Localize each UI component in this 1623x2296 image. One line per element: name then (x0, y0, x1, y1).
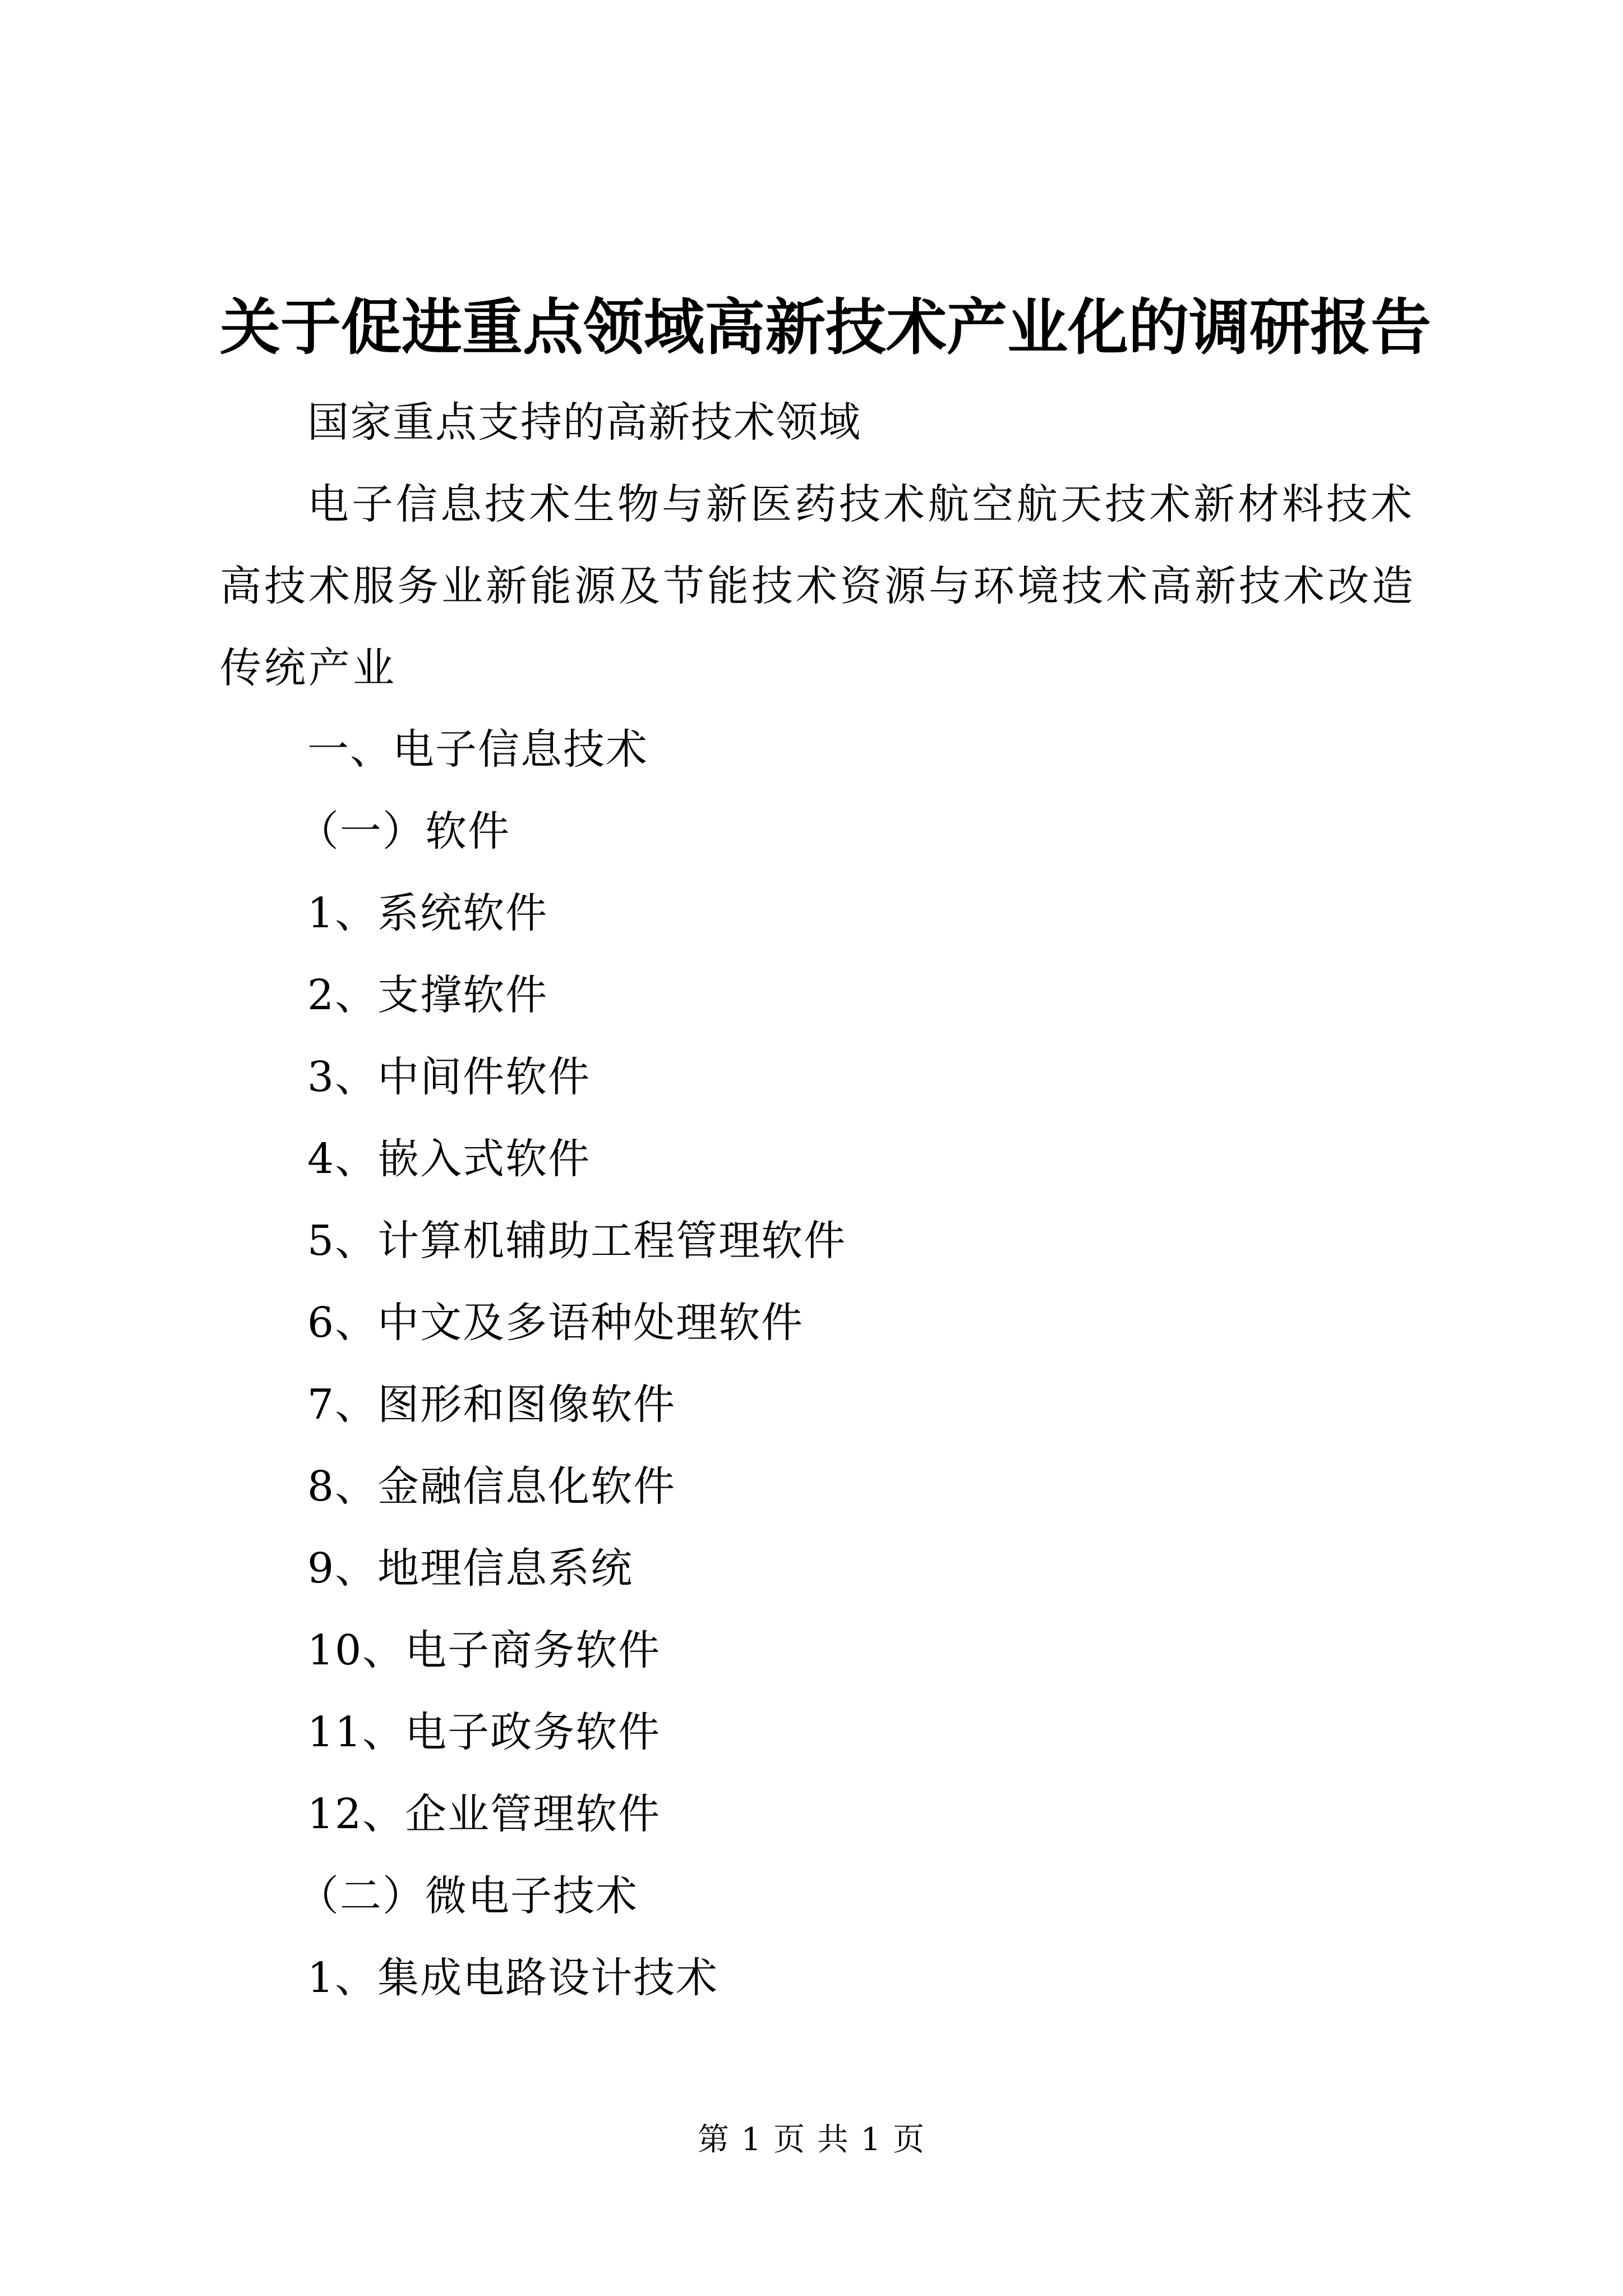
document-subtitle: 国家重点支持的高新技术领域 (307, 398, 861, 447)
list-item: 1、集成电路设计技术 (307, 1954, 719, 2002)
list-item: 10、电子商务软件 (307, 1626, 661, 1674)
document-title: 关于促进重点领域高新技术产业化的调研报告 (220, 292, 1432, 363)
list-item: 8、金融信息化软件 (307, 1462, 676, 1511)
subsection-heading-microelectronics: （二）微电子技术 (297, 1872, 638, 1920)
list-item: 4、嵌入式软件 (307, 1135, 591, 1183)
list-item: 12、企业管理软件 (307, 1790, 661, 1838)
list-item: 3、中间件软件 (307, 1053, 591, 1101)
list-item: 2、支撑软件 (307, 971, 548, 1019)
subsection-heading-software: （一）软件 (297, 807, 510, 855)
list-item: 11、电子政务软件 (307, 1708, 661, 1756)
section-heading-electronic-info: 一、电子信息技术 (307, 725, 648, 774)
list-item: 9、地理信息系统 (307, 1544, 634, 1593)
list-item: 5、计算机辅助工程管理软件 (307, 1217, 847, 1265)
list-item: 7、图形和图像软件 (307, 1381, 676, 1429)
list-item: 1、系统软件 (307, 889, 548, 937)
list-item: 6、中文及多语种处理软件 (307, 1299, 804, 1347)
page-number-footer: 第 1 页 共 1 页 (697, 2122, 926, 2158)
fields-paragraph: 电子信息技术生物与新医药技术航空航天技术新材料技术高技术服务业新能源及节能技术资源与环境技术高新技术改造传统产业 (220, 480, 1416, 692)
